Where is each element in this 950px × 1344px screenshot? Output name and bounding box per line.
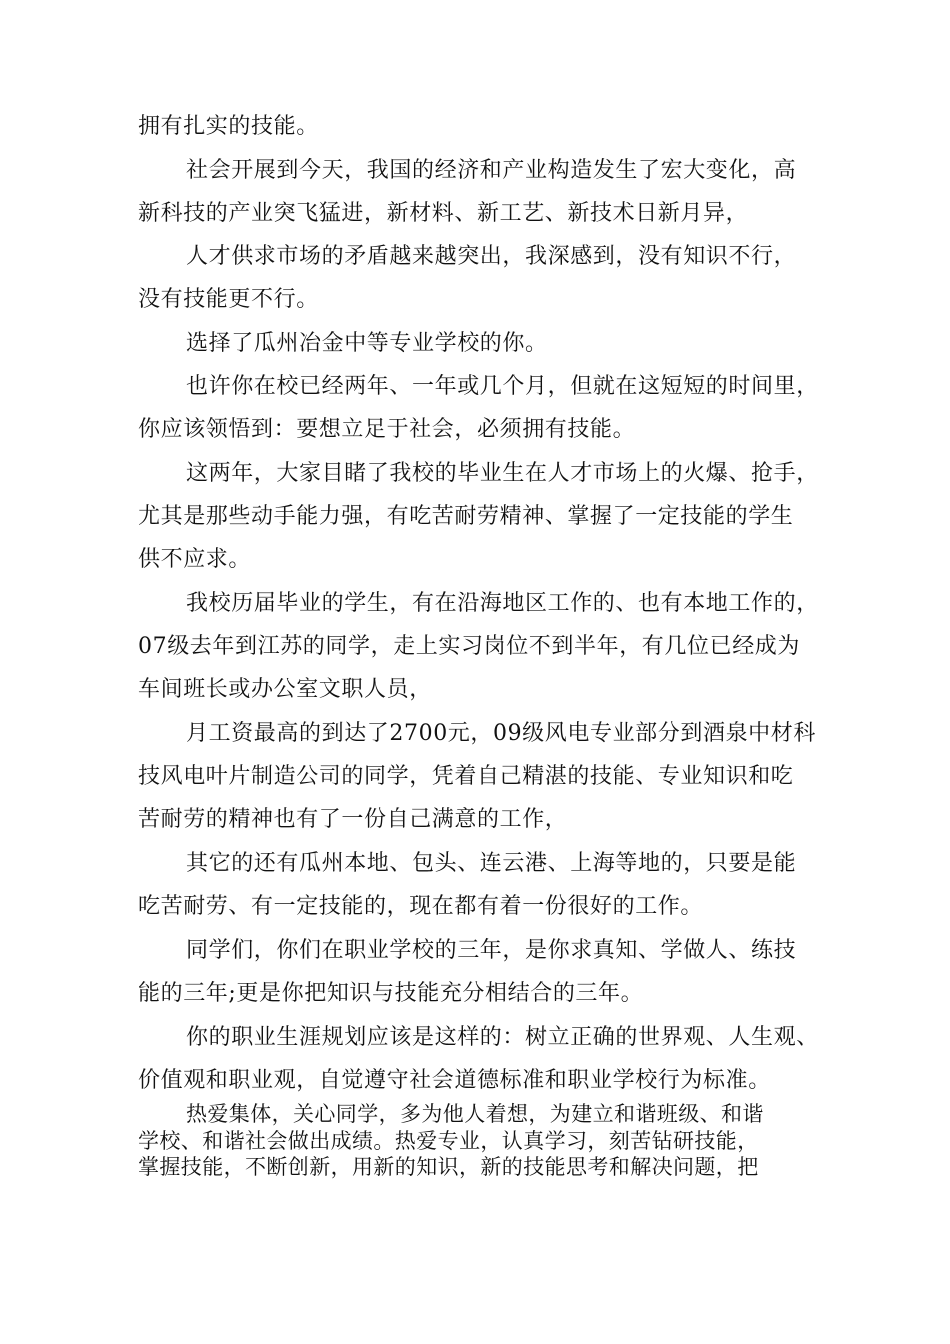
text-line: 没有技能更不行。	[138, 287, 319, 312]
text-line: 苦耐劳的精神也有了一份自己满意的工作，	[138, 807, 568, 832]
text-line: 尤其是那些动手能力强，有吃苦耐劳精神、掌握了一定技能的学生	[138, 504, 794, 529]
text-line: 月工资最高的到达了2700元，09级风电专业部分到酒泉中材科	[186, 721, 816, 746]
text-line: 学校、和谐社会做出成绩。热爱专业，认真学习，刻苦钻研技能，	[138, 1129, 759, 1153]
text-line: 热爱集体，关心同学，多为他人着想，为建立和谐班级、和谐	[186, 1102, 764, 1126]
text-line: 能的三年;更是你把知识与技能充分相结合的三年。	[138, 981, 644, 1006]
text-line: 人才供求市场的矛盾越来越突出，我深感到，没有知识不行，	[186, 244, 797, 269]
text-line: 供不应求。	[138, 547, 252, 572]
text-line: 同学们，你们在职业学校的三年，是你求真知、学做人、练技	[186, 938, 797, 963]
text-line: 你应该领悟到：要想立足于社会，必须拥有技能。	[138, 417, 636, 442]
text-line: 拥有扎实的技能。	[138, 114, 319, 139]
text-line: 技风电叶片制造公司的同学，凭着自己精湛的技能、专业知识和吃	[138, 764, 794, 789]
text-line: 这两年，大家目睹了我校的毕业生在人才市场上的火爆、抢手，	[186, 461, 819, 486]
text-line: 吃苦耐劳、有一定技能的，现在都有着一份很好的工作。	[138, 894, 704, 919]
text-line: 我校历届毕业的学生，有在沿海地区工作的、也有本地工作的，	[186, 591, 819, 616]
text-line: 车间班长或办公室文职人员，	[138, 677, 432, 702]
text-line: 选择了瓜州冶金中等专业学校的你。	[186, 331, 548, 356]
text-line: 其它的还有瓜州本地、包头、连云港、上海等地的，只要是能	[186, 851, 797, 876]
text-line: 掌握技能，不断创新，用新的知识，新的技能思考和解决问题，把	[138, 1155, 759, 1179]
text-line: 07级去年到江苏的同学，走上实习岗位不到半年，有几位已经成为	[138, 634, 800, 659]
text-line: 社会开展到今天，我国的经济和产业构造发生了宏大变化，高	[186, 158, 797, 183]
text-line: 价值观和职业观，自觉遵守社会道德标准和职业学校行为标准。	[138, 1068, 771, 1093]
text-line: 也许你在校已经两年、一年或几个月，但就在这短短的时间里，	[186, 374, 819, 399]
text-line: 你的职业生涯规划应该是这样的：树立正确的世界观、人生观、	[186, 1025, 819, 1050]
text-line: 新科技的产业突飞猛进，新材料、新工艺、新技术日新月异，	[138, 201, 749, 226]
